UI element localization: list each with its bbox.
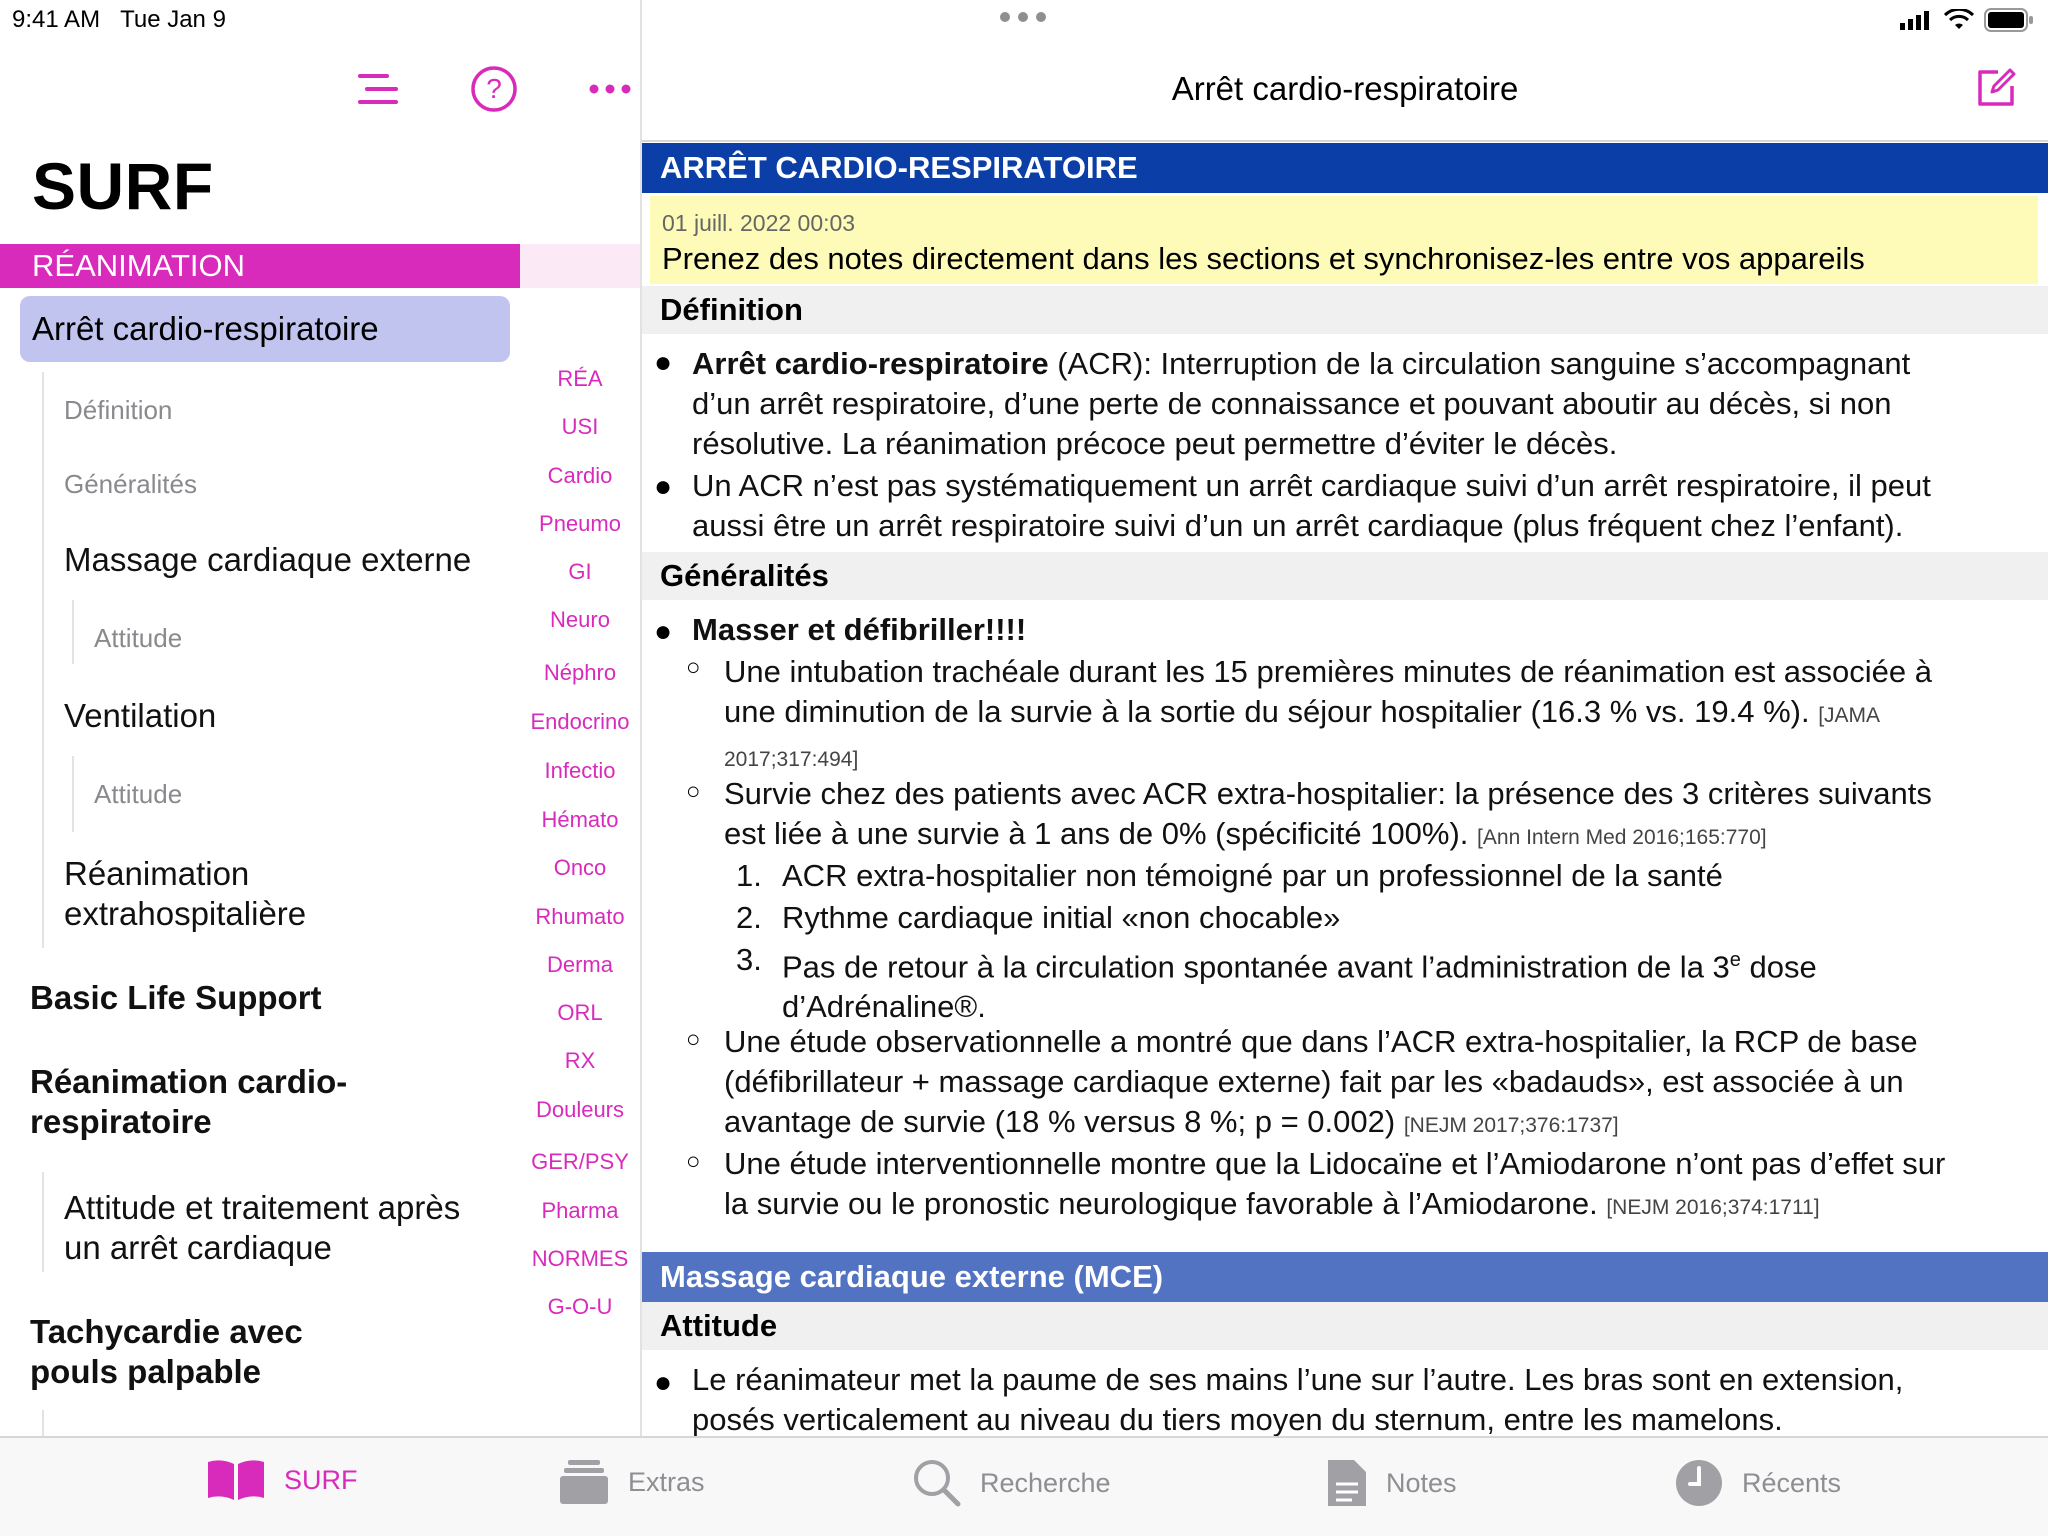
list-icon (357, 71, 399, 107)
index-item[interactable]: Onco (553, 855, 607, 880)
tree-line (42, 372, 44, 948)
bullet: ● (654, 346, 673, 379)
compose-icon (1974, 66, 2018, 110)
index-item[interactable]: Pharma (541, 1198, 619, 1223)
index-item[interactable]: NORMES (531, 1246, 629, 1271)
tab-recents[interactable] (1674, 1458, 1841, 1508)
question-icon (470, 65, 518, 113)
definition-text: Un ACR n’est pas systématiquement un arrêt cardiaque suivi d’un arrêt respiratoire, il peut aussi être un arrêt respiratoire suivi d’un un arrêt cardiaque (plus fréquent chez l’enfant). (692, 468, 1931, 543)
criteria-1: ACR extra-hospitalier non témoigné par un professionnel de la santé (782, 858, 1723, 893)
section-header-tail (520, 244, 640, 288)
index-item[interactable]: Neuro (550, 607, 610, 632)
tab-recherche[interactable] (912, 1458, 1111, 1508)
tree-line (42, 1172, 44, 1272)
list-number: 1. (736, 858, 762, 893)
index-item[interactable]: G-O-U (547, 1294, 613, 1319)
tab-extras[interactable] (558, 1458, 705, 1506)
sidebar-item-selected[interactable]: Arrêt cardio-respiratoire (20, 296, 510, 362)
tab-surf[interactable] (206, 1458, 358, 1502)
list-button[interactable] (320, 64, 436, 114)
generalites-text: Une étude interventionnelle montre que la Lidocaïne et l’Amiodarone n’ont pas d’effet sur la survie ou le pronostic neurologique favorable à l’Amiodarone. [NEJM 2016;374:1711] (724, 1146, 1946, 1221)
sidebar-item-generalites[interactable]: Généralités (64, 469, 197, 499)
note-box[interactable] (650, 196, 2038, 284)
sidebar-item-rea-cardio[interactable]: Réanimation cardio-respiratoire (30, 1063, 348, 1140)
search-icon (912, 1458, 962, 1508)
sidebar-item-attitude[interactable]: Attitude (94, 623, 183, 653)
index-item[interactable]: Pneumo (539, 511, 621, 536)
index-item[interactable]: USI (561, 414, 599, 439)
index-item[interactable]: Endocrino (530, 709, 630, 734)
page-title: Arrêt cardio-respiratoire (1171, 70, 1519, 107)
bullet: ● (654, 1366, 673, 1399)
ellipsis-icon (588, 83, 632, 95)
detail-pane (642, 0, 2048, 1436)
tree-line (72, 600, 74, 664)
tab-notes[interactable] (1326, 1458, 1457, 1508)
tray-icon (558, 1458, 610, 1506)
note-text: Prenez des notes directement dans les sections et synchronisez-les entre vos appareils (662, 241, 1865, 276)
index-item[interactable]: Derma (546, 952, 613, 977)
sidebar-item-attitude-ttt[interactable]: Attitude et traitement après un arrêt cardiaque (64, 1189, 461, 1266)
document-icon (1326, 1458, 1368, 1508)
tab-label: Extras (628, 1466, 705, 1497)
sidebar-item-attitude[interactable]: Attitude (94, 779, 183, 809)
index-item[interactable]: Hémato (541, 807, 619, 832)
bullet: ● (654, 470, 673, 503)
generalites-text: Survie chez des patients avec ACR extra-hospitalier: la présence des 3 critères suivants est liée à une survie à 1 ans de 0% (spécificité 100%). [Ann Intern Med 2016;165:770] (724, 776, 1932, 851)
generalites-text: Une étude observationnelle a montré que dans l’ACR extra-hospitalier, la RCP de base (défibrillateur + massage cardiaque externe) fait par les «badauds», est associée à un avantage de survie (18 % versus 8 %; p = 0.002) [NEJM 2017;376:1737] (724, 1024, 1918, 1139)
index-item[interactable]: Infectio (544, 758, 616, 783)
app-title: SURF (32, 149, 214, 223)
criteria-3: Pas de retour à la circulation spontanée avant l’administration de la 3e dose d’Adrénaline®. (782, 949, 1817, 1025)
section-header-definition: Définition (642, 286, 2048, 334)
note-date: 01 juill. 2022 00:03 (662, 210, 856, 236)
tab-label: Recherche (980, 1467, 1111, 1498)
index-item[interactable]: RÉA (557, 366, 603, 391)
generalites-bold: Masser et défibriller!!!! (692, 612, 1027, 647)
nav-separator (642, 140, 2048, 142)
tree-line (42, 1410, 44, 1436)
edit-note-button[interactable] (1974, 66, 2018, 115)
status-time: 9:41 AM Tue Jan 9 (12, 6, 226, 33)
sidebar-item-tachy[interactable]: Tachycardie avec pouls palpable (30, 1313, 303, 1390)
sub-bullet: ○ (686, 778, 701, 805)
sub-bullet: ○ (686, 654, 701, 681)
index-item[interactable]: Rhumato (535, 904, 625, 929)
more-button[interactable] (552, 64, 640, 114)
section-header-mce: Massage cardiaque externe (MCE) (642, 1252, 2048, 1302)
index-item[interactable]: GI (568, 559, 592, 584)
section-header: RÉANIMATION (0, 244, 520, 288)
attitude-text: Le réanimateur met la paume de ses mains l’une sur l’autre. Les bras sont en extension, posés verticalement au niveau du tiers moyen du sternum, entre les mamelons. (692, 1362, 1904, 1436)
sidebar-toolbar (320, 64, 640, 114)
help-button[interactable] (436, 64, 552, 114)
chapter-header: ARRÊT CARDIO-RESPIRATOIRE (642, 143, 2048, 193)
sub-bullet: ○ (686, 1148, 701, 1175)
list-number: 2. (736, 900, 762, 935)
tab-label: Récents (1742, 1467, 1842, 1498)
criteria-2: Rythme cardiaque initial «non chocable» (782, 900, 1341, 935)
index-item[interactable]: ORL (557, 1000, 603, 1025)
sidebar-item-massage[interactable]: Massage cardiaque externe (64, 541, 472, 578)
index-item[interactable]: Douleurs (535, 1097, 625, 1122)
sidebar-item-bls[interactable]: Basic Life Support (30, 979, 322, 1016)
index-item[interactable]: Néphro (543, 660, 617, 685)
index-item[interactable]: RX (564, 1048, 596, 1073)
index-item[interactable]: Cardio (547, 463, 613, 488)
sub-bullet: ○ (686, 1026, 701, 1053)
book-icon (206, 1458, 266, 1502)
section-header-attitude: Attitude (642, 1302, 2048, 1350)
tab-bar (0, 1436, 2048, 1536)
index-item[interactable]: GER/PSY (531, 1149, 629, 1174)
tab-label: SURF (284, 1464, 358, 1495)
sidebar-item-definition[interactable]: Définition (64, 395, 173, 425)
svg-text:?: ? (486, 73, 502, 104)
bullet: ● (654, 615, 673, 648)
tab-label: Notes (1386, 1467, 1457, 1498)
clock-icon (1674, 1458, 1724, 1508)
definition-text: Arrêt cardio-respiratoire (ACR): Interruption de la circulation sanguine s’accompagnant d’un arrêt respiratoire, d’une perte de connaissance et pouvant aboutir au décès, si non résolutive. La réanimation précoce peut permettre d’éviter le décès. (692, 346, 1911, 461)
section-header-generalites: Généralités (642, 552, 2048, 600)
generalites-text: Une intubation trachéale durant les 15 premières minutes de réanimation est associée à une diminution de la survie à la sortie du séjour hospitalier (16.3 % vs. 19.4 %). [JAMA 2017;317:494] (724, 654, 1932, 771)
sidebar-item-ventilation[interactable]: Ventilation (64, 697, 217, 734)
list-number: 3. (736, 942, 762, 977)
tree-line (72, 756, 74, 832)
sidebar (0, 0, 640, 1436)
sidebar-item-rea-extra[interactable]: Réanimation extrahospitalière (64, 855, 307, 932)
